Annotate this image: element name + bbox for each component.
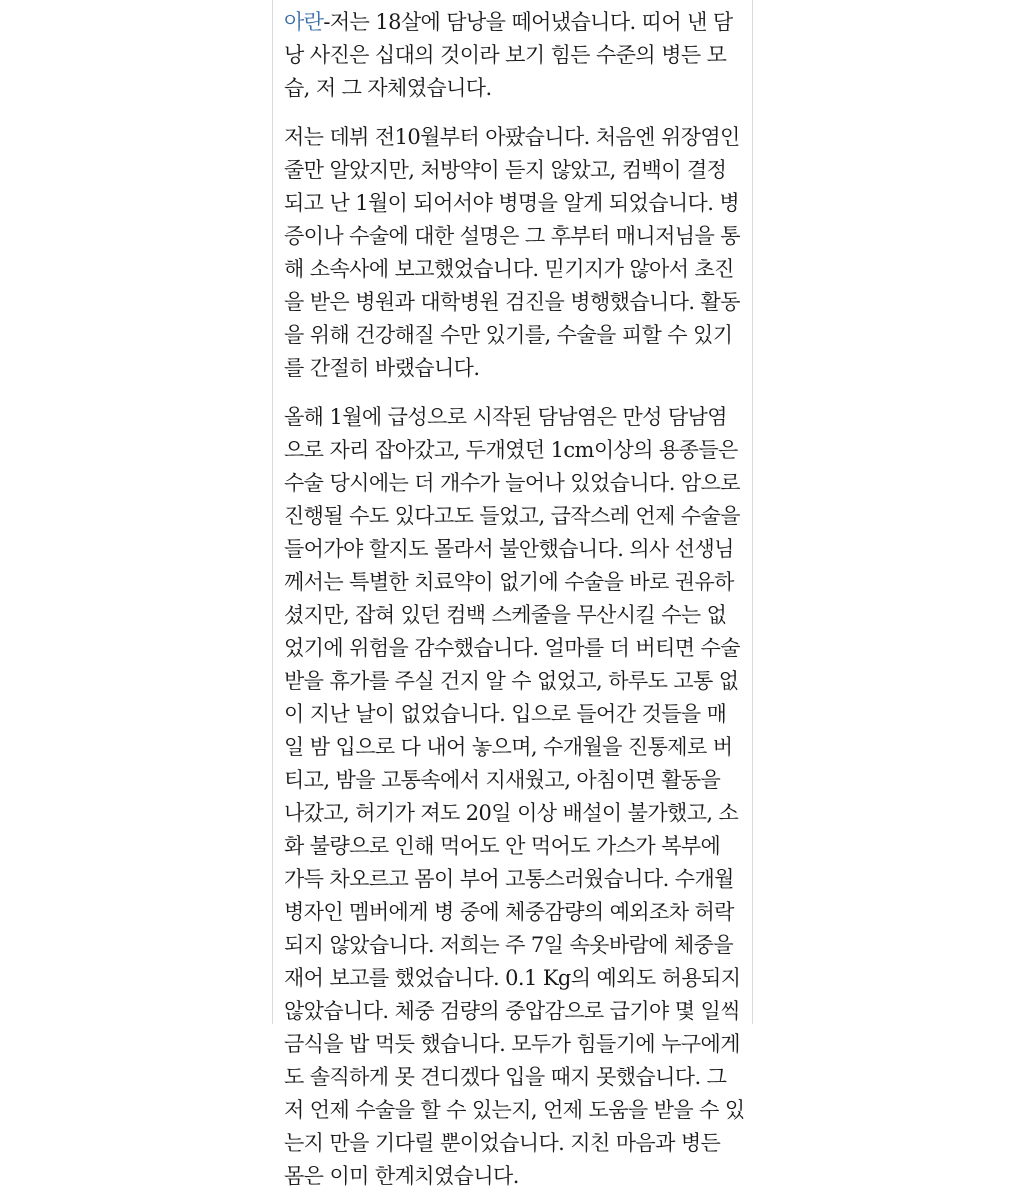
text-line: 셨지만, 잡혀 있던 컴백 스케줄을 무산시킬 수는 없 xyxy=(284,603,727,627)
text-line: 되고 난 1월이 되어서야 병명을 알게 되었습니다. 병 xyxy=(284,191,740,215)
text-line: 몸은 이미 한계치였습니다. xyxy=(284,1164,519,1188)
text-line: 일 밤 입으로 다 내어 놓으며, 수개월을 진통제로 버 xyxy=(284,735,733,759)
text-line: 나갔고, 허기가 져도 20일 이상 배설이 불가했고, 소 xyxy=(284,801,739,825)
text-line: 으로 자리 잡아갔고, 두개였던 1cm이상의 용종들은 xyxy=(284,438,738,462)
text-line: 해 소속사에 보고했었습니다. 믿기지가 않아서 초진 xyxy=(284,257,734,281)
text-line: 이 지난 날이 없었습니다. 입으로 들어간 것들을 매 xyxy=(284,702,727,726)
paragraph-2 xyxy=(284,121,756,385)
text-line: 저는 데뷔 전10월부터 아팠습니다. 처음엔 위장염인 xyxy=(284,125,740,149)
text-line: 낭 사진은 십대의 것이라 보기 힘든 수준의 병든 모 xyxy=(284,43,727,67)
text-line: 를 간절히 바랬습니다. xyxy=(284,356,480,380)
text-line: 들어가야 할지도 몰라서 불안했습니다. 의사 선생님 xyxy=(284,537,734,561)
text-line: 습, 저 그 자체였습니다. xyxy=(284,76,492,100)
text-line: 도 솔직하게 못 견디겠다 입을 때지 못했습니다. 그 xyxy=(284,1065,727,1089)
text-line: 증이나 수술에 대한 설명은 그 후부터 매니저님을 통 xyxy=(284,224,740,248)
text-line: 되지 않았습니다. 저희는 주 7일 속옷바람에 체중을 xyxy=(284,933,734,957)
post-body xyxy=(284,6,756,1193)
text-line: 줄만 알았지만, 처방약이 듣지 않았고, 컴백이 결정 xyxy=(284,158,727,182)
author-name: 아란 xyxy=(284,10,324,34)
text-line: 저 언제 수술을 할 수 있는지, 언제 도움을 받을 수 있 xyxy=(284,1098,745,1122)
text-line: 진행될 수도 있다고도 들었고, 급작스레 언제 수술을 xyxy=(284,504,740,528)
text-line: 병자인 멤버에게 병 중에 체중감량의 예외조차 허락 xyxy=(284,900,734,924)
text-line: 티고, 밤을 고통속에서 지새웠고, 아침이면 활동을 xyxy=(284,768,721,792)
text-line: 가득 차오르고 몸이 부어 고통스러웠습니다. 수개월 xyxy=(284,867,734,891)
text-line: 께서는 특별한 치료약이 없기에 수술을 바로 권유하 xyxy=(284,570,734,594)
text-line: 을 위해 건강해질 수만 있기를, 수술을 피할 수 있기 xyxy=(284,323,733,347)
paragraph-3 xyxy=(284,401,756,1193)
text-line: 받을 휴가를 주실 건지 알 수 없었고, 하루도 고통 없 xyxy=(284,669,739,693)
text-line: 올해 1월에 급성으로 시작된 담남염은 만성 담남염 xyxy=(284,405,727,429)
text-line: 재어 보고를 했었습니다. 0.1 Kg의 예외도 허용되지 xyxy=(284,966,741,990)
text-line: 을 받은 병원과 대학병원 검진을 병행했습니다. 활동 xyxy=(284,290,740,314)
text-line: 었기에 위험을 감수했습니다. 얼마를 더 버티면 수술 xyxy=(284,636,740,660)
left-margin-rule xyxy=(272,0,273,1024)
text-line: 금식을 밥 먹듯 했습니다. 모두가 힘들기에 누구에게 xyxy=(284,1032,740,1056)
text-line-content: -저는 18살에 담낭을 떼어냈습니다. 띠어 낸 담 xyxy=(323,10,733,34)
text-line: 는지 만을 기다릴 뿐이었습니다. 지친 마음과 병든 xyxy=(284,1131,721,1155)
paragraph-1 xyxy=(284,6,756,105)
text-line: 않았습니다. 체중 검량의 중압감으로 급기야 몇 일씩 xyxy=(284,999,740,1023)
text-line: 수술 당시에는 더 개수가 늘어나 있었습니다. 암으로 xyxy=(284,471,740,495)
text-line: 화 불량으로 인해 먹어도 안 먹어도 가스가 복부에 xyxy=(284,834,721,858)
text-line xyxy=(284,6,756,39)
